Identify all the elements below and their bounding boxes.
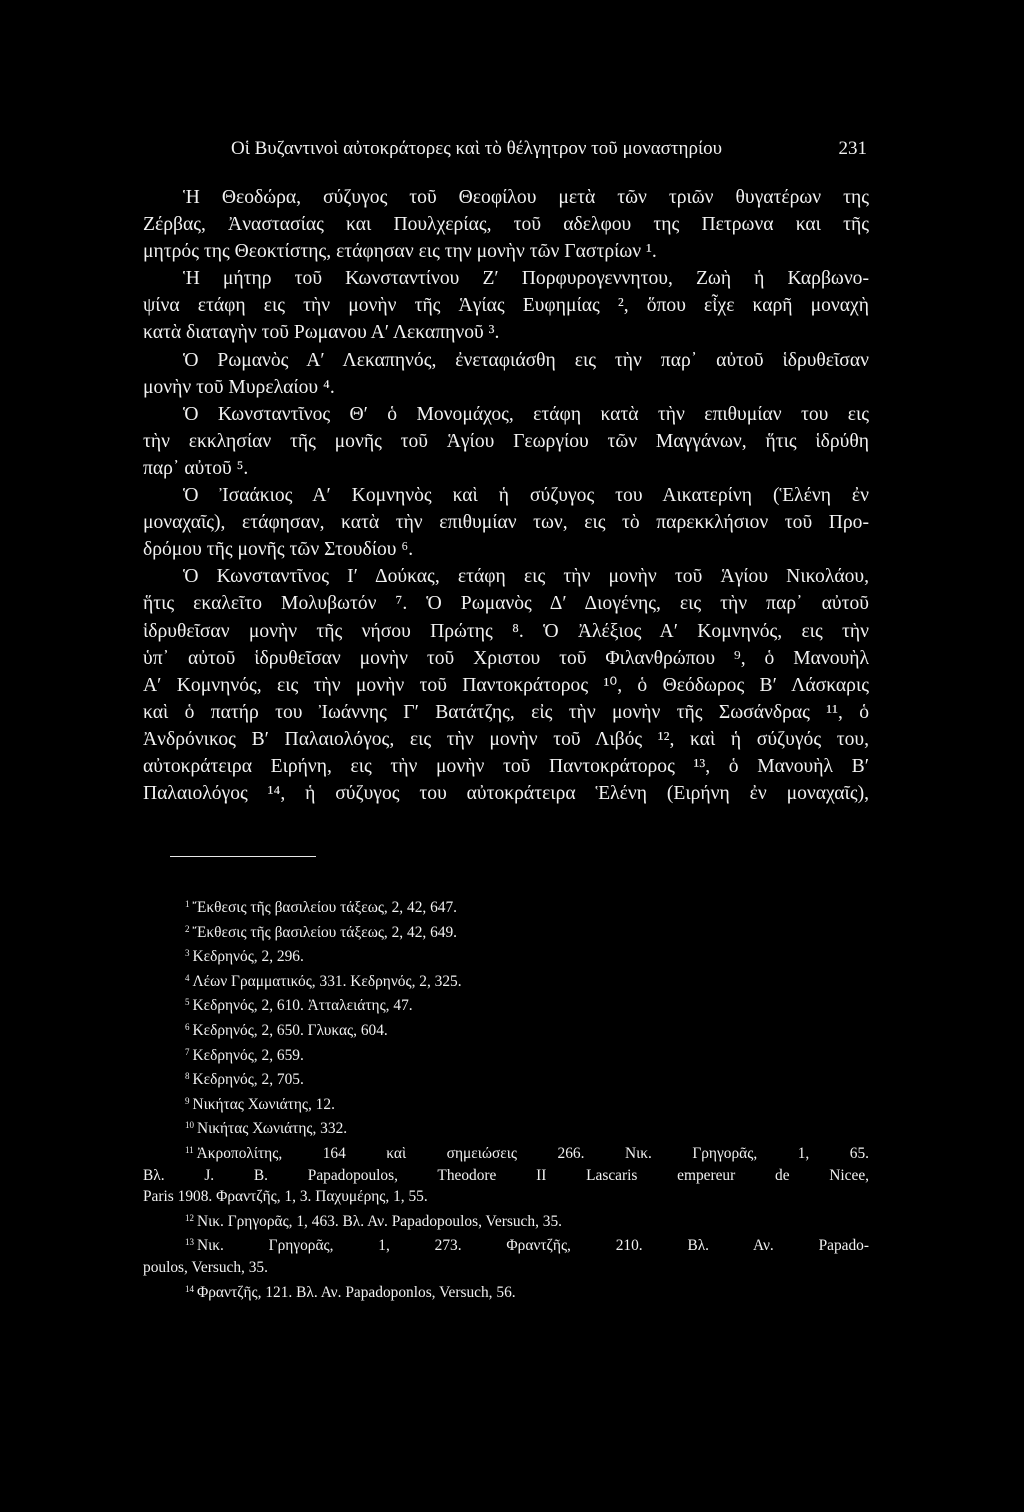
text-line: ὑπ᾽ αὐτοῦ ἱδρυθεῖσαν μονὴν τοῦ Χριστου τοῦ Φιλανθρώπου ⁹, ὁ Μανουὴλ: [143, 647, 869, 669]
running-head: [231, 138, 867, 168]
footnote: [143, 1115, 869, 1140]
text-line: Ὁ Κωνσταντῖνος Θ′ ὁ Μονομάχος, ετάφη κατὰ τὴν επιθυμίαν του εις: [183, 403, 869, 425]
footnote-text: Κεδρηνός, 2, 659.: [192, 1046, 304, 1064]
footnote-text: poulos, Versuch, 35.: [143, 1258, 268, 1276]
paragraph: [143, 184, 869, 265]
footnote: [143, 919, 869, 944]
body-text: [143, 184, 869, 807]
footnote: [143, 1208, 869, 1233]
paragraph: [143, 482, 869, 563]
text-line: μονὴν τοῦ Μυρελαίου ⁴.: [143, 376, 335, 398]
footnotes: [143, 894, 869, 1303]
footnote-text: Ἔκθεσις τῆς βασιλείου τάξεως, 2, 42, 649.: [192, 923, 458, 941]
footnote-text: Κεδρηνός, 2, 610. Ἀτταλειάτης, 47.: [192, 997, 413, 1015]
footnote: [143, 1140, 869, 1165]
text-line: μητρός της Θεοκτίστης, ετάφησαν εις την μονὴν τῶν Γαστρίων ¹.: [143, 241, 657, 263]
text-line: Ὁ Κωνσταντῖνος Ι′ Δούκας, ετάφη εις τὴν μονὴν τοῦ Ἁγίου Νικολάου,: [183, 566, 869, 588]
text-line: Ἡ μήτηρ τοῦ Κωνσταντίνου Ζ′ Πορφυρογεννητου, Ζωὴ ἡ Καρβωνο-: [183, 268, 869, 290]
footnote-text: Κεδρηνός, 2, 650. Γλυκας, 604.: [192, 1021, 388, 1039]
footnote-number: 1: [185, 899, 190, 909]
footnote-rule: [170, 856, 316, 857]
footnote: [143, 1017, 869, 1042]
text-line: καὶ ὁ πατήρ του Ἰωάννης Γ′ Βατάτζης, εἰς τὴν μονὴν τῆς Σωσάνδρας ¹¹, ὁ: [143, 701, 869, 723]
text-line: ψίνα ετάφη εις τὴν μονὴν τῆς Ἁγίας Ευφημίας ², ὅπου εἶχε καρῆ μοναχὴ: [143, 295, 869, 317]
footnote-text: Paris 1908. Φραντζῆς, 1, 3. Παχυμέρης, 1, 55.: [143, 1188, 428, 1206]
text-line: μοναχαῖς), ετάφησαν, κατὰ τὴν επιθυμίαν των, εις τὸ παρεκκλήσιον τοῦ Προ-: [143, 512, 869, 534]
text-line: παρ᾽ αὐτοῦ ⁵.: [143, 457, 249, 479]
footnote-number: 2: [185, 923, 190, 934]
footnote-text: Βλ. J. B. Papadopoulos, Theodore II Lascaris empereur de Nicee,: [143, 1166, 869, 1184]
footnote-number: 5: [185, 997, 190, 1008]
running-head-title: Οἱ Βυζαντινοὶ αὐτοκράτορες καὶ τὸ θέλγητρον τοῦ μοναστηρίου: [231, 138, 722, 159]
footnote: [143, 968, 869, 993]
footnote: [143, 943, 869, 968]
footnote-text: Λέων Γραμματικός, 331. Κεδρηνός, 2, 325.: [192, 972, 462, 990]
footnote-text: Νικήτας Χωνιάτης, 12.: [192, 1095, 335, 1113]
footnote-text: Κεδρηνός, 2, 296.: [192, 948, 304, 966]
footnote-number: 9: [185, 1095, 190, 1106]
footnote-continuation: [143, 1165, 869, 1187]
text-line: Ἡ Θεοδώρα, σύζυγος τοῦ Θεοφίλου μετὰ τῶν τριῶν θυγατέρων της: [183, 187, 869, 208]
footnote-number: 8: [185, 1071, 190, 1082]
footnote-number: 13: [185, 1237, 194, 1248]
footnote: [143, 1279, 869, 1304]
footnote: [143, 992, 869, 1017]
footnote-number: 6: [185, 1021, 190, 1032]
footnote-number: 4: [185, 972, 190, 983]
footnote-number: 7: [185, 1046, 190, 1057]
footnote: [143, 1232, 869, 1257]
text-line: ἥτις εκαλεῖτο Μολυβωτόν ⁷. Ὁ Ρωμανὸς Δ′ Διογένης, εις τὴν παρ᾽ αὐτοῦ: [143, 593, 869, 615]
paragraph: [143, 347, 869, 401]
text-line: Α′ Κομνηνός, εις τὴν μονὴν τοῦ Παντοκράτορος ¹⁰, ὁ Θεόδωρος Β′ Λάσκαρις: [143, 674, 869, 696]
footnote-number: 11: [185, 1144, 194, 1155]
footnote: [143, 1066, 869, 1091]
text-line: Ἀνδρόνικος Β′ Παλαιολόγος, εις τὴν μονὴν τοῦ Λιβός ¹², καὶ ἡ σύζυγός του,: [143, 728, 869, 750]
text-line: ἱδρυθεῖσαν μονὴν τῆς νήσου Πρώτης ⁸. Ὁ Ἀλέξιος Α′ Κομνηνός, εις τὴν: [143, 620, 869, 642]
footnote-text: Κεδρηνός, 2, 705.: [192, 1071, 304, 1089]
page-number: 231: [838, 138, 867, 159]
footnote-number: 10: [185, 1120, 194, 1131]
footnote-text: Ἔκθεσις τῆς βασιλείου τάξεως, 2, 42, 647.: [192, 899, 458, 916]
paragraph: [143, 401, 869, 482]
footnote-text: Νικήτας Χωνιάτης, 332.: [197, 1120, 348, 1138]
text-line: δρόμου τῆς μονῆς τῶν Στουδίου ⁶.: [143, 539, 414, 561]
text-line: αὐτοκράτειρα Ειρήνη, εις τὴν μονὴν τοῦ Παντοκράτορος ¹³, ὁ Μανουὴλ Β′: [143, 755, 869, 777]
footnote: [143, 1091, 869, 1116]
footnote-number: 3: [185, 948, 190, 959]
text-line: κατὰ διαταγὴν τοῦ Ρωμανου Α′ Λεκαπηνοῦ ³.: [143, 322, 500, 344]
footnote-number: 14: [185, 1283, 194, 1294]
footnote: [143, 1042, 869, 1067]
footnote-number: 12: [185, 1212, 194, 1223]
footnote-text: Φραντζῆς, 121. Βλ. Αν. Papadoponlos, Versuch, 56.: [197, 1283, 516, 1301]
paragraph: [143, 563, 869, 807]
text-line: Ὁ Ρωμανὸς Α′ Λεκαπηνός, ἐνεταφιάσθη εις τὴν παρ᾽ αὐτοῦ ἱδρυθεῖσαν: [183, 349, 869, 371]
text-line: Ὁ Ἰσαάκιος Α′ Κομνηνὸς καὶ ἡ σύζυγος του Αικατερίνη (Ἑλένη ἐν: [183, 485, 869, 507]
footnote-continuation: [143, 1257, 869, 1279]
footnote-text: Νικ. Γρηγορᾶς, 1, 273. Φραντζῆς, 210. Βλ. Αν. Papado-: [197, 1237, 869, 1255]
text-line: Παλαιολόγος ¹⁴, ἡ σύζυγος του αὐτοκράτειρα Ἑλένη (Ειρήνη ἐν μοναχαῖς),: [143, 783, 869, 805]
text-line: Ζέρβας, Ἀναστασίας και Πουλχερίας, τοῦ αδελφου της Πετρωνα και τῆς: [143, 214, 869, 236]
footnote: [143, 894, 869, 919]
footnote-continuation: [143, 1186, 869, 1208]
paragraph: [143, 265, 869, 346]
text-line: τὴν εκκλησίαν τῆς μονῆς τοῦ Ἁγίου Γεωργίου τῶν Μαγγάνων, ἥτις ἱδρύθη: [143, 430, 869, 452]
footnote-text: Νικ. Γρηγορᾶς, 1, 463. Βλ. Αν. Papadopoulos, Versuch, 35.: [197, 1212, 563, 1230]
footnote-text: Ἀκροπολίτης, 164 καὶ σημειώσεις 266. Νικ. Γρηγορᾶς, 1, 65.: [196, 1144, 869, 1162]
